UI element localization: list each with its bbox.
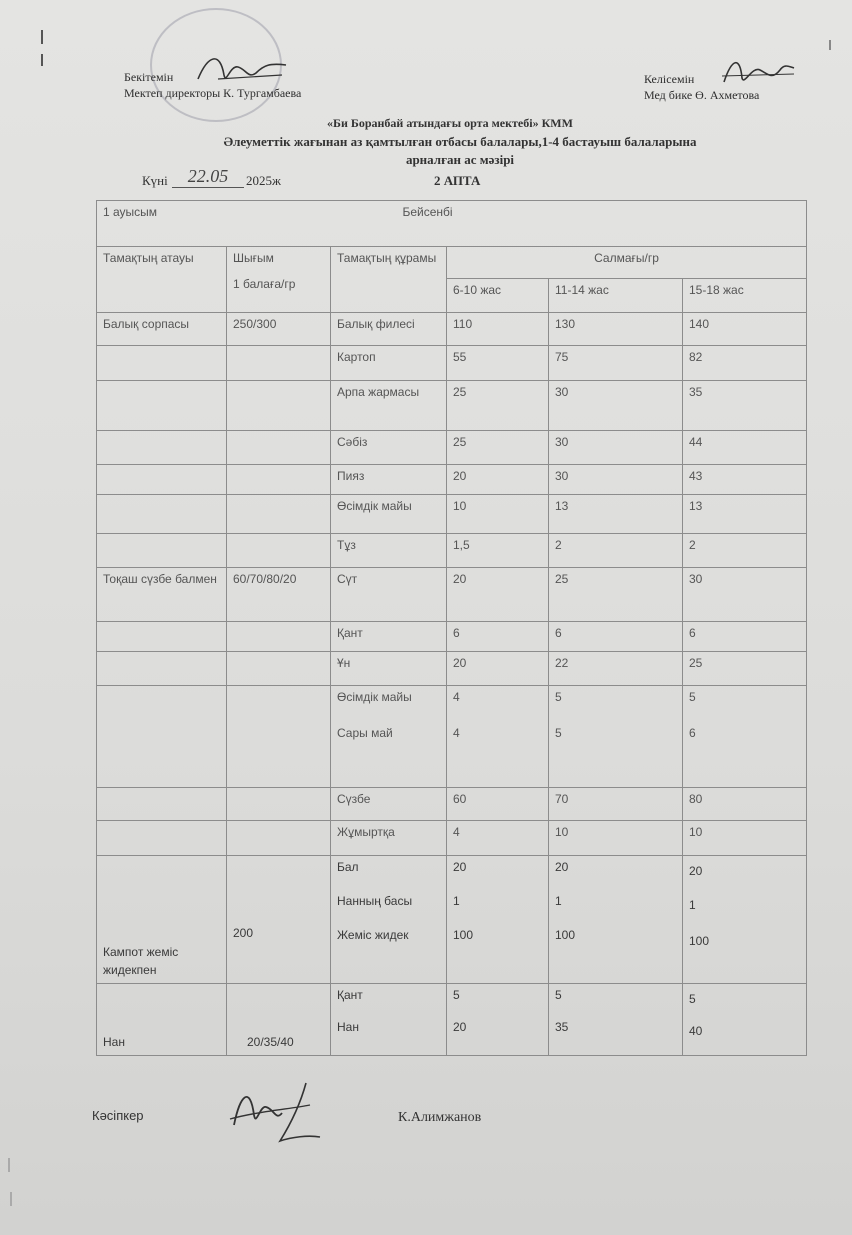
ingredient-name: Картоп — [331, 346, 447, 381]
weight-15-18: 10 — [683, 821, 807, 856]
empty-cell — [97, 652, 227, 686]
weight-value: 100 — [689, 934, 710, 948]
weight-value: 35 — [555, 1020, 569, 1034]
date-handwritten: 22.05 — [172, 166, 244, 188]
empty-cell — [227, 686, 331, 788]
table-row — [97, 652, 807, 686]
table-row — [97, 856, 807, 984]
table-row — [97, 346, 807, 381]
ingredient-name: Жұмыртқа — [331, 821, 447, 856]
table-row — [97, 686, 807, 788]
weight-6-10: 20 — [447, 652, 549, 686]
empty-cell — [227, 622, 331, 652]
weight-15-18 — [683, 856, 807, 984]
ingredient-cell — [331, 984, 447, 1056]
weight-15-18 — [683, 686, 807, 788]
header-dish: Тамақтың атауы — [97, 247, 227, 313]
header-weight: Салмағы/гр — [447, 247, 807, 279]
ingredient-name: Өсімдік майы — [337, 690, 412, 704]
yield-value: 20/35/40 — [227, 984, 331, 1056]
table-row — [97, 465, 807, 495]
agree-label: Келісемін — [644, 72, 695, 86]
weight-11-14 — [549, 686, 683, 788]
ingredient-name: Сүзбе — [331, 788, 447, 821]
weight-11-14: 22 — [549, 652, 683, 686]
yield-value: 200 — [233, 926, 254, 940]
weight-11-14: 13 — [549, 495, 683, 534]
weight-6-10: 25 — [447, 381, 549, 431]
header-yield — [227, 247, 331, 313]
table-row — [97, 534, 807, 568]
entrepreneur-signature — [220, 1075, 340, 1155]
weight-15-18: 80 — [683, 788, 807, 821]
table-row — [97, 568, 807, 622]
weight-value: 4 — [453, 690, 460, 704]
weight-value: 6 — [689, 726, 696, 740]
dish-name: Нан — [97, 984, 227, 1056]
weight-6-10: 25 — [447, 431, 549, 465]
weight-6-10 — [447, 856, 549, 984]
empty-cell — [97, 381, 227, 431]
ingredient-name: Тұз — [331, 534, 447, 568]
weight-6-10: 6 — [447, 622, 549, 652]
empty-cell — [97, 622, 227, 652]
empty-cell — [227, 534, 331, 568]
empty-cell — [97, 821, 227, 856]
weight-value: 20 — [555, 860, 569, 874]
table-row — [97, 821, 807, 856]
approve-label: Бекітемін — [124, 70, 174, 84]
nurse-signature — [718, 52, 798, 92]
weight-value: 4 — [453, 726, 460, 740]
weight-value: 1 — [689, 898, 696, 912]
weight-11-14: 6 — [549, 622, 683, 652]
weight-15-18: 35 — [683, 381, 807, 431]
margin-mark — [10, 1192, 12, 1206]
margin-mark — [8, 1158, 10, 1172]
yield-value: 250/300 — [227, 313, 331, 346]
empty-cell — [97, 431, 227, 465]
table-row — [97, 788, 807, 821]
weight-value: 100 — [555, 928, 576, 942]
ingredient-name: Қант — [337, 988, 363, 1002]
margin-mark — [41, 54, 43, 66]
weight-6-10: 110 — [447, 313, 549, 346]
weight-6-10: 4 — [447, 821, 549, 856]
weight-11-14: 2 — [549, 534, 683, 568]
empty-cell — [97, 465, 227, 495]
ingredient-name: Бал — [337, 860, 359, 874]
ingredient-name: Нанның басы — [337, 894, 413, 908]
empty-cell — [227, 465, 331, 495]
yield-value: 60/70/80/20 — [227, 568, 331, 622]
weight-11-14: 30 — [549, 381, 683, 431]
margin-mark — [829, 40, 831, 50]
empty-cell — [97, 534, 227, 568]
ingredient-name: Қант — [331, 622, 447, 652]
weight-15-18 — [683, 984, 807, 1056]
header-age-11-14: 11-14 жас — [549, 279, 683, 313]
weight-value: 1 — [555, 894, 562, 908]
weight-15-18: 30 — [683, 568, 807, 622]
table-row — [97, 431, 807, 465]
ingredient-name: Балық филесі — [331, 313, 447, 346]
empty-cell — [227, 431, 331, 465]
week-label: 2 АПТА — [434, 173, 481, 188]
empty-cell — [97, 495, 227, 534]
empty-cell — [97, 686, 227, 788]
weight-11-14: 30 — [549, 465, 683, 495]
weight-15-18: 140 — [683, 313, 807, 346]
weight-15-18: 44 — [683, 431, 807, 465]
weight-6-10: 55 — [447, 346, 549, 381]
director-signature — [190, 45, 300, 95]
weight-11-14 — [549, 984, 683, 1056]
date-label: Күні — [142, 173, 168, 188]
director-name: Мектеп директоры К. Тургамбаева — [124, 86, 302, 100]
empty-cell — [227, 652, 331, 686]
table-row — [97, 313, 807, 346]
weight-value: 5 — [689, 992, 696, 1006]
weight-15-18: 2 — [683, 534, 807, 568]
menu-title-line1: Әлеуметтік жағынан аз қамтылған отбасы балалары,1-4 бастауыш балаларына — [223, 134, 697, 149]
date-year: 2025ж — [246, 173, 281, 188]
weight-15-18: 43 — [683, 465, 807, 495]
ingredient-name: Нан — [337, 1020, 359, 1034]
header-ingredients: Тамақтың құрамы — [331, 247, 447, 313]
margin-mark — [41, 30, 43, 44]
weight-value: 5 — [555, 726, 562, 740]
ingredient-name: Сүт — [331, 568, 447, 622]
menu-table — [96, 200, 806, 1056]
weight-15-18: 6 — [683, 622, 807, 652]
empty-cell — [227, 821, 331, 856]
menu-title-line2: арналған ас мәзірі — [405, 152, 515, 167]
weight-11-14: 75 — [549, 346, 683, 381]
day-label: Бейсенбі — [402, 205, 453, 219]
weight-value: 1 — [453, 894, 460, 908]
weight-6-10 — [447, 686, 549, 788]
weight-value: 5 — [453, 988, 460, 1002]
weight-value: 20 — [689, 864, 703, 878]
empty-cell — [227, 495, 331, 534]
header-yield-line2: 1 балаға/гр — [233, 277, 296, 291]
dish-name: Балық сорпасы — [97, 313, 227, 346]
weight-value: 5 — [689, 690, 696, 704]
weight-6-10: 10 — [447, 495, 549, 534]
weight-6-10: 60 — [447, 788, 549, 821]
ingredient-cell — [331, 686, 447, 788]
ingredient-name: Пияз — [331, 465, 447, 495]
weight-value: 5 — [555, 690, 562, 704]
weight-6-10 — [447, 984, 549, 1056]
weight-11-14: 70 — [549, 788, 683, 821]
weight-6-10: 1,5 — [447, 534, 549, 568]
weight-value: 100 — [453, 928, 474, 942]
day-cell — [227, 201, 807, 247]
weight-11-14: 130 — [549, 313, 683, 346]
dish-name: Кампот жеміс жидекпен — [97, 856, 227, 984]
weight-11-14: 25 — [549, 568, 683, 622]
table-row — [97, 984, 807, 1056]
ingredient-name: Жеміс жидек — [337, 928, 409, 942]
dish-name: Тоқаш сүзбе балмен — [97, 568, 227, 622]
yield-cell — [227, 856, 331, 984]
weight-6-10: 20 — [447, 568, 549, 622]
header-age-15-18: 15-18 жас — [683, 279, 807, 313]
shift-cell: 1 ауысым — [97, 201, 227, 247]
weight-15-18: 25 — [683, 652, 807, 686]
ingredient-name: Ұн — [331, 652, 447, 686]
weight-value: 20 — [453, 1020, 467, 1034]
table-row — [97, 495, 807, 534]
empty-cell — [227, 381, 331, 431]
weight-11-14 — [549, 856, 683, 984]
entrepreneur-label: Кәсіпкер — [92, 1108, 144, 1123]
empty-cell — [97, 346, 227, 381]
entrepreneur-name: К.Алимжанов — [398, 1110, 482, 1125]
weight-value: 40 — [689, 1024, 703, 1038]
weight-6-10: 20 — [447, 465, 549, 495]
ingredient-name: Арпа жармасы — [331, 381, 447, 431]
nurse-name: Мед бике Ө. Ахметова — [644, 88, 760, 102]
header-yield-line1: Шығым — [233, 251, 274, 265]
weight-15-18: 13 — [683, 495, 807, 534]
ingredient-name: Сәбіз — [331, 431, 447, 465]
weight-value: 20 — [453, 860, 467, 874]
ingredient-name: Өсімдік майы — [331, 495, 447, 534]
weight-11-14: 10 — [549, 821, 683, 856]
weight-value: 5 — [555, 988, 562, 1002]
ingredient-cell — [331, 856, 447, 984]
table-row — [97, 381, 807, 431]
empty-cell — [97, 788, 227, 821]
empty-cell — [227, 346, 331, 381]
header-age-6-10: 6-10 жас — [447, 279, 549, 313]
weight-11-14: 30 — [549, 431, 683, 465]
ingredient-name: Сары май — [337, 726, 393, 740]
school-name: «Би Боранбай атындағы орта мектебі» КММ — [327, 116, 573, 130]
table-row — [97, 622, 807, 652]
empty-cell — [227, 788, 331, 821]
weight-15-18: 82 — [683, 346, 807, 381]
